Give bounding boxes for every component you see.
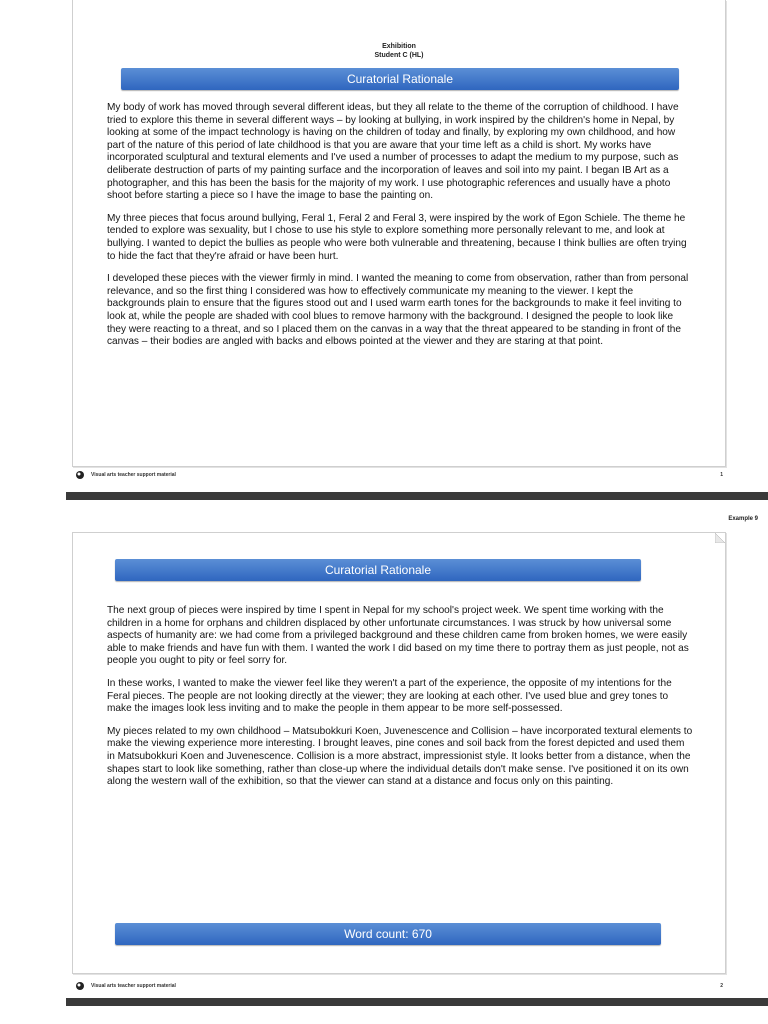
- document-page-2: [72, 532, 726, 989]
- paragraph: I developed these pieces with the viewer firmly in mind. I wanted the meaning to come from observation, rather than from personal relevance, and so the first thing I considered was how to effectively communicate my meaning to the viewer. I kept the backgrounds plain to ensure that the figures stood out and I used warm earth tones for the backgrounds to make it feel inviting to look at, while the people are shaded with cool blues to remove harmony with the background. I designed the people to look like they were reacting to a threat, and so I placed them on the canvas in a way that the threat appeared to be standing in front of the canvas – their bodies are angled with backs and elbows pointed at the viewer and they are staring at that point.: [107, 273, 689, 348]
- paragraph: My three pieces that focus around bullying, Feral 1, Feral 2 and Feral 3, were inspired by the work of Egon Schiele. The theme he tended to explore was sexuality, but I chose to use his style to explore something more personally relevant to me, and look at bullying. I wanted to depict the bullies as people who were both vulnerable and threatening, because I think bullies are often trying to hide the fact that they're afraid or have been hurt.: [107, 212, 687, 262]
- page2-body: [107, 605, 693, 799]
- page2-footer: [73, 979, 725, 993]
- paragraph: In these works, I wanted to make the viewer feel like they weren't a part of the experience, the opposite of my intentions for the Feral pieces. The people are not looking directly at the viewer; they are looking at each other. I've used blue and grey tones to make the images look less inviting and to make the people in them appear to be more self-possessed.: [107, 677, 672, 715]
- ib-logo-icon: [75, 981, 85, 991]
- page-separator: [66, 998, 768, 1006]
- student-label: Student C (HL): [374, 52, 424, 59]
- paragraph: My body of work has moved through several different ideas, but they all relate to the theme of the corruption of childhood. I have tried to explore this theme in several different ways – by looking at bullying, in work inspired by the children's home in Nepal, by looking at some of the impact technology is having on the children of today and finally, by exploring my own childhood, and how part of the nature of this period of late childhood is that you are aware that your time left as a child is short. My works have incorporated sculptural and textural elements and I've used a number of processes to adapt the medium to my purpose, such as deliberate destruction of parts of my painting surface and the incorporation of leaves and soil into my paint. I began IB Art as a photographer, and this has been the basis for the majority of my work. I use photographic references and usually have a photo shoot before starting a piece so I have the image to base the painting on.: [107, 102, 679, 202]
- exhibition-label: Exhibition: [382, 43, 416, 50]
- page1-footer: [73, 468, 725, 482]
- paragraph: The next group of pieces were inspired by time I spent in Nepal for my school's project week. We spent time working with the children in a home for orphans and children displaced by other unfortunate circumstances. I was struck by how universal some aspects of humanity are: we had come from a privileged background and these children came from broken homes, we were easily able to make friends and have fun with them. I wanted the work I did based on my time there to portray them as just people, not as people you ought to pity or feel sorry for.: [107, 605, 689, 667]
- curatorial-rationale-banner: Curatorial Rationale: [115, 559, 641, 581]
- footer-text: Visual arts teacher support material: [91, 472, 176, 478]
- paragraph: My pieces related to my own childhood – Matsubokkuri Koen, Juvenescence and Collision – have incorporated textural elements to make the viewing experience more interesting. I brought leaves, pine cones and soil back from the forest depicted and used them in Matsubokkuri Koen and Juvenescence. Collision is a more abstract, impressionist style. It looks better from a distance, when the shapes start to look like something, rather than close-up where the individual details don't make sense. I've positioned it on its own along the western wall of the exhibition, so that the viewer can stand at a distance and focus only on this painting.: [107, 725, 693, 788]
- word-count-banner: Word count: 670: [115, 923, 661, 945]
- page1-body: [107, 102, 693, 359]
- footer-text: Visual arts teacher support material: [91, 983, 176, 989]
- page-number: 1: [720, 472, 723, 478]
- document-page-1: [72, 0, 726, 478]
- example-label: Example 9: [728, 516, 758, 522]
- ib-logo-icon: [75, 470, 85, 480]
- page-number: 2: [720, 983, 723, 989]
- page-separator: [66, 492, 768, 500]
- curatorial-rationale-banner: Curatorial Rationale: [121, 68, 679, 90]
- page-fold-icon: [715, 533, 725, 543]
